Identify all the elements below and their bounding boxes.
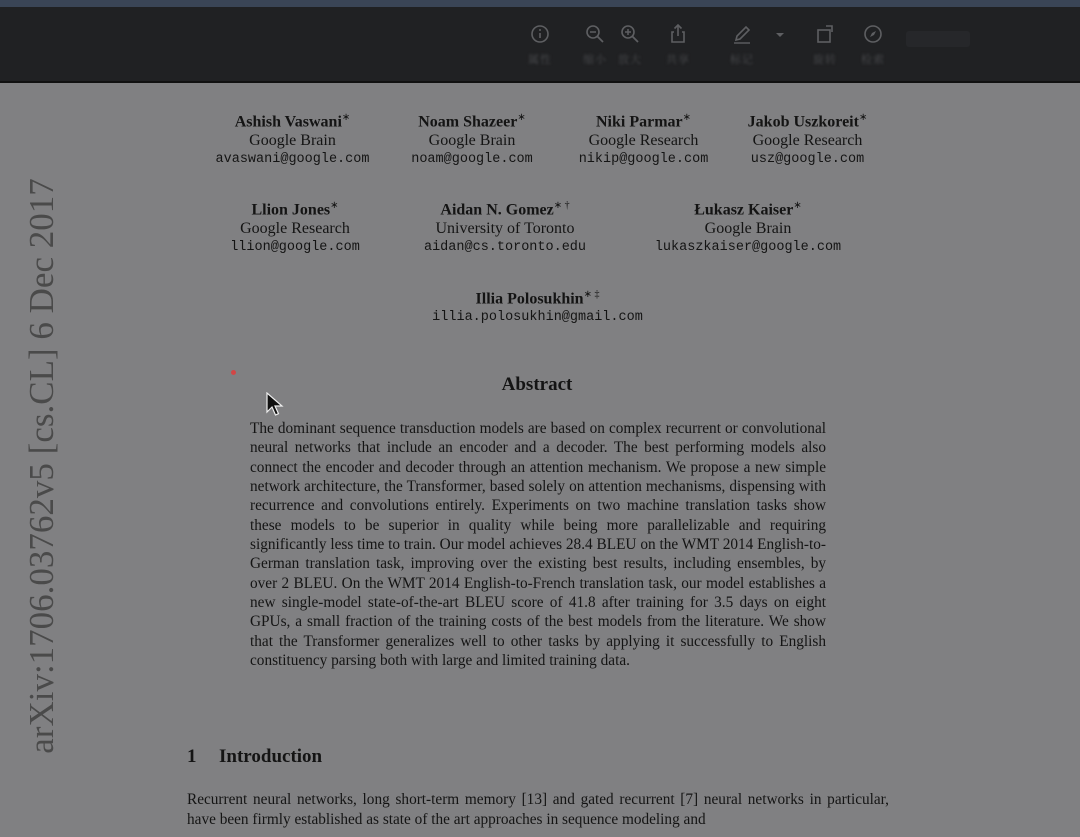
author-block [566, 108, 721, 169]
author-name: Illia Polosukhin [475, 290, 584, 308]
author-affiliation: Google Brain [704, 220, 792, 238]
search-button[interactable] [845, 23, 901, 77]
author-affiliation: Google Research [240, 220, 350, 238]
zoom-in-icon [619, 23, 641, 45]
author-email[interactable]: noam@google.com [411, 152, 533, 168]
share-icon [667, 23, 689, 45]
rotate-label: 旋转 [813, 53, 837, 65]
author-mark: ∗ [330, 200, 339, 211]
author-mark: ∗ [682, 112, 692, 123]
author-mark: ∗ † [553, 200, 570, 211]
author-name: Llion Jones [251, 201, 331, 219]
author-block [405, 196, 605, 257]
abstract-text: The dominant sequence transduction models are based on complex recurrent or convolutional neural networks that include an encoder and a decoder. The best performing models also connect the encoder and decoder through an attention mechanism. We propose a new simple network architecture, the Transformer, based solely on attention mechanisms, dispensing with recurrence and convolutions entirely. Experiments on two machine translation tasks show these models to be superior in quality while being more parallelizable and requiring significantly less time to train. Our model achieves 28.4 BLEU on the WMT 2014 English-to-German translation task, improving over the existing best results, including ensembles, by over 2 BLEU. On the WMT 2014 English-to-French translation task, our model establishes a new single-model state-of-the-art BLEU score of 41.8 after training for 3.5 days on eight GPUs, a small fraction of the training costs of the best models from the literature. We show that the Transformer generalizes well to other tasks by applying it successfully to English constituency parsing both with large and limited training data. [250, 420, 826, 670]
author-block [735, 108, 880, 169]
share-label: 共享 [666, 53, 690, 65]
author-name: Łukasz Kaiser [694, 201, 794, 219]
author-affiliation: Google Research [752, 132, 863, 150]
author-block [638, 196, 858, 257]
compass-icon [862, 23, 884, 45]
abstract-heading: Abstract [501, 374, 573, 395]
chevron-down-icon [769, 23, 791, 45]
zoom-out-label: 缩小 [583, 53, 607, 65]
author-affiliation: University of Toronto [435, 220, 575, 238]
arxiv-sidebar-stamp [4, 166, 80, 766]
markup-label: 标记 [730, 53, 754, 65]
markup-dropdown-button[interactable] [762, 23, 798, 77]
author-email[interactable]: lukaszkaiser@google.com [654, 240, 842, 256]
author-email[interactable]: avaswani@google.com [215, 152, 370, 168]
author-mark: ∗ [858, 112, 868, 123]
introduction-heading [187, 746, 322, 768]
introduction-text: Recurrent neural networks, long short-term memory [13] and gated recurrent [7] neural networks in particular, have been firmly established as state of the art approaches in sequence modeling and [187, 791, 889, 828]
arxiv-identifier: arXiv:1706.03762v5 [cs.CL] 6 Dec 2017 [22, 178, 61, 754]
author-mark: ∗ [341, 112, 351, 123]
author-email[interactable]: aidan@cs.toronto.edu [423, 240, 587, 256]
author-block [410, 285, 665, 327]
author-name: Jakob Uszkoreit [747, 113, 859, 131]
author-name: Aidan N. Gomez [440, 201, 554, 219]
author-block [210, 196, 380, 257]
search-label: 检索 [861, 53, 885, 65]
author-affiliation: Google Brain [249, 132, 336, 150]
share-button[interactable] [650, 23, 706, 77]
author-block [210, 108, 375, 169]
author-mark: ∗ ‡ [583, 289, 600, 300]
author-name: Niki Parmar [595, 113, 683, 131]
author-mark: ∗ [793, 200, 802, 211]
pen-icon [731, 23, 753, 45]
red-dot-marker [231, 370, 236, 375]
author-email[interactable]: llion@google.com [230, 240, 360, 256]
section-title: Introduction [219, 746, 323, 767]
window-top-border [0, 0, 1080, 7]
zoom-in-label: 放大 [618, 53, 642, 65]
author-email[interactable]: illia.polosukhin@gmail.com [432, 310, 643, 326]
toolbar-faded-search-field[interactable] [906, 31, 970, 47]
author-affiliation: Google Brain [428, 132, 516, 150]
author-name: Noam Shazeer [418, 113, 518, 131]
info-button[interactable] [512, 23, 568, 77]
author-name: Ashish Vaswani [234, 113, 342, 131]
author-block [397, 108, 547, 169]
author-email[interactable]: usz@google.com [750, 152, 865, 168]
mouse-cursor-icon [266, 392, 284, 423]
section-number: 1 [187, 746, 197, 767]
rotate-icon [814, 23, 836, 45]
author-affiliation: Google Research [588, 132, 699, 150]
author-email[interactable]: nikip@google.com [578, 152, 709, 168]
info-circle-icon [529, 23, 551, 45]
viewer-toolbar [0, 7, 1080, 83]
info-button-label: 属性 [528, 53, 552, 65]
author-mark: ∗ [517, 112, 526, 123]
